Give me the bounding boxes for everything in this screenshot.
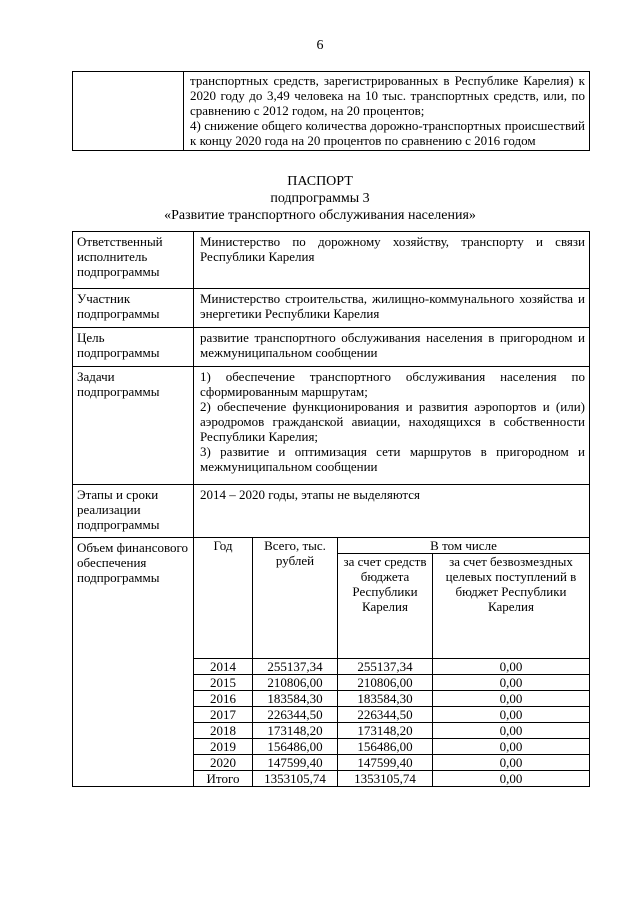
funding-col-total: Всего, тыс. рублей <box>253 538 338 659</box>
row-total: 255137,34 <box>253 659 338 675</box>
goal-label: Цель подпрограммы <box>73 328 194 367</box>
row-grants: 0,00 <box>433 771 590 787</box>
tasks-label: Задачи подпрограммы <box>73 367 194 485</box>
heading-subprogram: подпрограммы 3 <box>270 191 370 206</box>
executor-label: Ответственный исполнитель подпрограммы <box>73 232 194 289</box>
task-item: 3) развитие и оптимизация сети маршрутов в пригородном и межмуниципальном сообщении <box>200 444 585 474</box>
table-row <box>194 707 589 723</box>
row-executor <box>73 232 590 289</box>
row-budget: 173148,20 <box>338 723 433 739</box>
row-grants: 0,00 <box>433 659 590 675</box>
row-budget: 183584,30 <box>338 691 433 707</box>
table-row <box>194 723 589 739</box>
row-grants: 0,00 <box>433 723 590 739</box>
row-total: 173148,20 <box>253 723 338 739</box>
heading-subprogram-name: «Развитие транспортного обслуживания населения» <box>164 208 476 223</box>
funding-label: Объем финансового обеспечения подпрограммы <box>73 538 194 787</box>
page-number: 6 <box>316 38 324 53</box>
table-row <box>194 675 589 691</box>
table-row <box>194 755 589 771</box>
funding-col-budget: за счет средств бюджета Республики Карелия <box>338 554 433 659</box>
row-total: 183584,30 <box>253 691 338 707</box>
row-total: 147599,40 <box>253 755 338 771</box>
stages-value: 2014 – 2020 годы, этапы не выделяются <box>194 485 590 538</box>
tasks-value <box>194 367 590 485</box>
executor-value: Министерство по дорожному хозяйству, транспорту и связи Республики Карелия <box>194 232 590 289</box>
row-year: 2015 <box>194 675 253 691</box>
heading-title: ПАСПОРТ <box>287 174 353 189</box>
row-budget: 147599,40 <box>338 755 433 771</box>
passport-heading <box>0 173 640 224</box>
row-year: Итого <box>194 771 253 787</box>
stages-label: Этапы и сроки реализации подпрограммы <box>73 485 194 538</box>
continuation-text-cell <box>184 72 590 151</box>
row-year: 2017 <box>194 707 253 723</box>
task-item: 1) обеспечение транспортного обслуживания населения по сформированным маршрутам; <box>200 369 585 399</box>
row-budget: 156486,00 <box>338 739 433 755</box>
row-year: 2020 <box>194 755 253 771</box>
participant-label: Участник подпрограммы <box>73 289 194 328</box>
funding-cell <box>194 538 590 787</box>
row-total: 226344,50 <box>253 707 338 723</box>
continuation-line-1: транспортных средств, зарегистрированных в Республике Карелия) к 2020 году до 3,49 человека на 10 тыс. транспортных средств, или, по сравнению с 2012 годом, на 20 процентов; <box>190 73 585 118</box>
row-year: 2019 <box>194 739 253 755</box>
row-grants: 0,00 <box>433 707 590 723</box>
funding-col-year: Год <box>194 538 253 659</box>
row-grants: 0,00 <box>433 691 590 707</box>
row-year: 2018 <box>194 723 253 739</box>
row-stages <box>73 485 590 538</box>
continuation-table <box>72 71 590 151</box>
row-total: 1353105,74 <box>253 771 338 787</box>
row-budget: 1353105,74 <box>338 771 433 787</box>
row-participant <box>73 289 590 328</box>
table-row-total <box>194 771 589 787</box>
goal-value: развитие транспортного обслуживания населения в пригородном и межмуниципальном сообщении <box>194 328 590 367</box>
row-total: 210806,00 <box>253 675 338 691</box>
participant-value: Министерство строительства, жилищно-коммунального хозяйства и энергетики Республики Карелия <box>194 289 590 328</box>
table-row <box>194 659 589 675</box>
row-year: 2014 <box>194 659 253 675</box>
task-item: 2) обеспечение функционирования и развития аэропортов и (или) аэродромов гражданской авиации, находящихся в собственности Республики Карелия; <box>200 399 585 444</box>
continuation-line-2: 4) снижение общего количества дорожно-транспортных происшествий к концу 2020 года на 20 процентов по сравнению с 2016 годом <box>190 118 585 148</box>
row-budget: 210806,00 <box>338 675 433 691</box>
funding-col-grants: за счет безвозмездных целевых поступлений в бюджет Республики Карелия <box>433 554 590 659</box>
row-tasks <box>73 367 590 485</box>
row-total: 156486,00 <box>253 739 338 755</box>
row-grants: 0,00 <box>433 755 590 771</box>
funding-table <box>194 538 589 786</box>
row-budget: 255137,34 <box>338 659 433 675</box>
continuation-empty-cell <box>73 72 184 151</box>
table-row <box>194 691 589 707</box>
passport-table <box>72 231 590 787</box>
row-grants: 0,00 <box>433 675 590 691</box>
funding-col-including: В том числе <box>338 538 590 554</box>
row-funding <box>73 538 590 787</box>
table-row <box>194 739 589 755</box>
row-grants: 0,00 <box>433 739 590 755</box>
row-budget: 226344,50 <box>338 707 433 723</box>
row-year: 2016 <box>194 691 253 707</box>
row-goal <box>73 328 590 367</box>
